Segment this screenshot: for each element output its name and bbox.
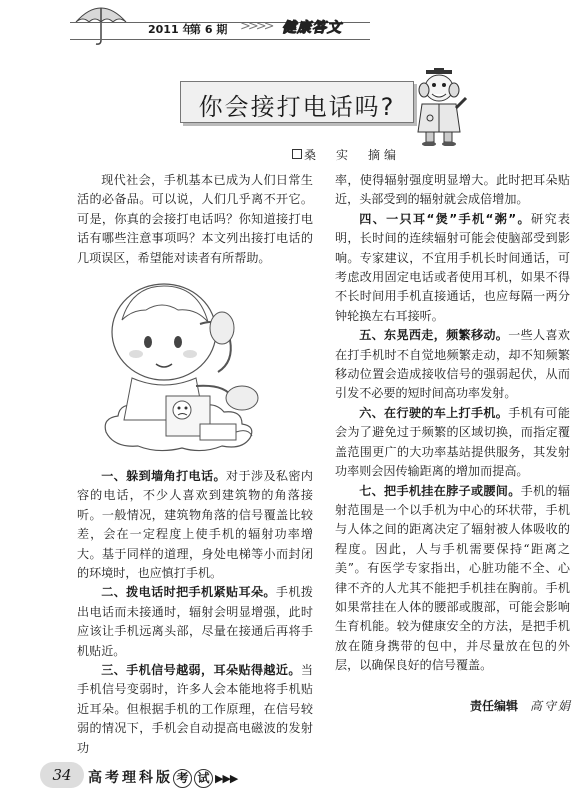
article-title: 你会接打电话吗?	[198, 93, 396, 121]
section-4: 四、一只耳“煲”手机“粥”。研究表明，长时间的连续辐射可能会使脑部受到影响。专家建议，不宜用手机长时间通话，可考虑改用固定电话或者使用耳机，如果不得不长时间用手机直接通话，也应每隔一两分钟轮换左右耳接听。	[335, 211, 570, 323]
arrow-right-icon: ▶▶▶	[215, 772, 238, 785]
author-marker	[292, 149, 302, 159]
section-1: 一、躲到墙角打电话。对于涉及私密内容的电话，不少人喜欢到建筑物的角落接听。一般情况，建筑物角落的信号覆盖比较差，会在一定程度上使手机的辐射功率增大。基于同样的道理，身处电梯等小而封闭的环境时，也应慎打手机。	[77, 469, 313, 581]
section-2: 二、拨电话时把手机紧贴耳朵。手机拨出电话而未接通时，辐射会明显增强，此时应该让手机远离头部，尽量在接通后再将手机贴近。	[77, 585, 313, 658]
issue-year: 2011 年	[148, 23, 194, 36]
section-3: 三、手机信号越弱，耳朵贴得越近。当手机信号变弱时，许多人会本能地将手机贴近耳朵。但根据手机的工作原理，在信号较弱的情况下，手机会自动提高电磁波的发射功	[77, 663, 313, 755]
editor-label: 责任编辑	[470, 699, 519, 713]
right-column-sections	[335, 171, 570, 676]
article-title-box	[180, 81, 414, 123]
intro-paragraph: 现代社会，手机基本已成为人们日常生活的必备品。可以说，人们几乎离不开它。可是，你真的会接打电话吗？你知道接打电话有哪些注意事项吗？本文列出接打电话的几项误区，希望能对读者有所帮助。	[77, 173, 313, 265]
column-name: 健康答文	[282, 20, 342, 36]
page-number: 34	[40, 762, 84, 788]
responsible-editor	[470, 697, 572, 714]
left-column-sections	[77, 467, 313, 758]
section-3-continued: 率，使得辐射强度明显增大。此时把耳朵贴近，头部受到的辐射就会成倍增加。	[335, 173, 570, 207]
editor-name: 高守娟	[530, 699, 573, 713]
section-5: 五、东晃西走，频繁移动。一些人喜欢在打手机时不自觉地频繁走动，却不知频繁移动位置会造成接收信号的强弱起伏，从而引发不必要的短时间高功率发射。	[335, 328, 570, 401]
chevron-right-icon: >>>>	[240, 19, 272, 34]
page-footer	[40, 762, 340, 792]
doctor-mascot-icon	[412, 68, 468, 146]
magazine-name: 高考理科版 考 试 ▶▶▶	[88, 770, 238, 786]
girl-on-phone-illustration	[92, 270, 282, 460]
page-header	[0, 0, 581, 48]
article-author: 桑 实 摘编	[292, 146, 400, 163]
issue-number: 第 6 期	[190, 23, 228, 36]
section-7: 七、把手机挂在脖子或腰间。手机的辐射范围是一个以手机为中心的环状带，手机与人体之间的距离决定了辐射被人体吸收的程度。因此，人与手机需要保持“距离之美”。有医学专家指出，心脏功能不全、心律不齐的人尤其不能把手机挂在胸前。手机如果常挂在人体的腰部或腹部，可能会影响生育机能。较为健康安全的方法，是把手机放在随身携带的包中，并尽量放在包的外层，以确保良好的信号覆盖。	[335, 483, 570, 673]
section-6: 六、在行驶的车上打手机。手机有可能会为了避免过于频繁的区域切换，而指定覆盖范围更广的大功率基站提供服务，其发射功率则会因传输距离的增加而提高。	[335, 405, 570, 479]
